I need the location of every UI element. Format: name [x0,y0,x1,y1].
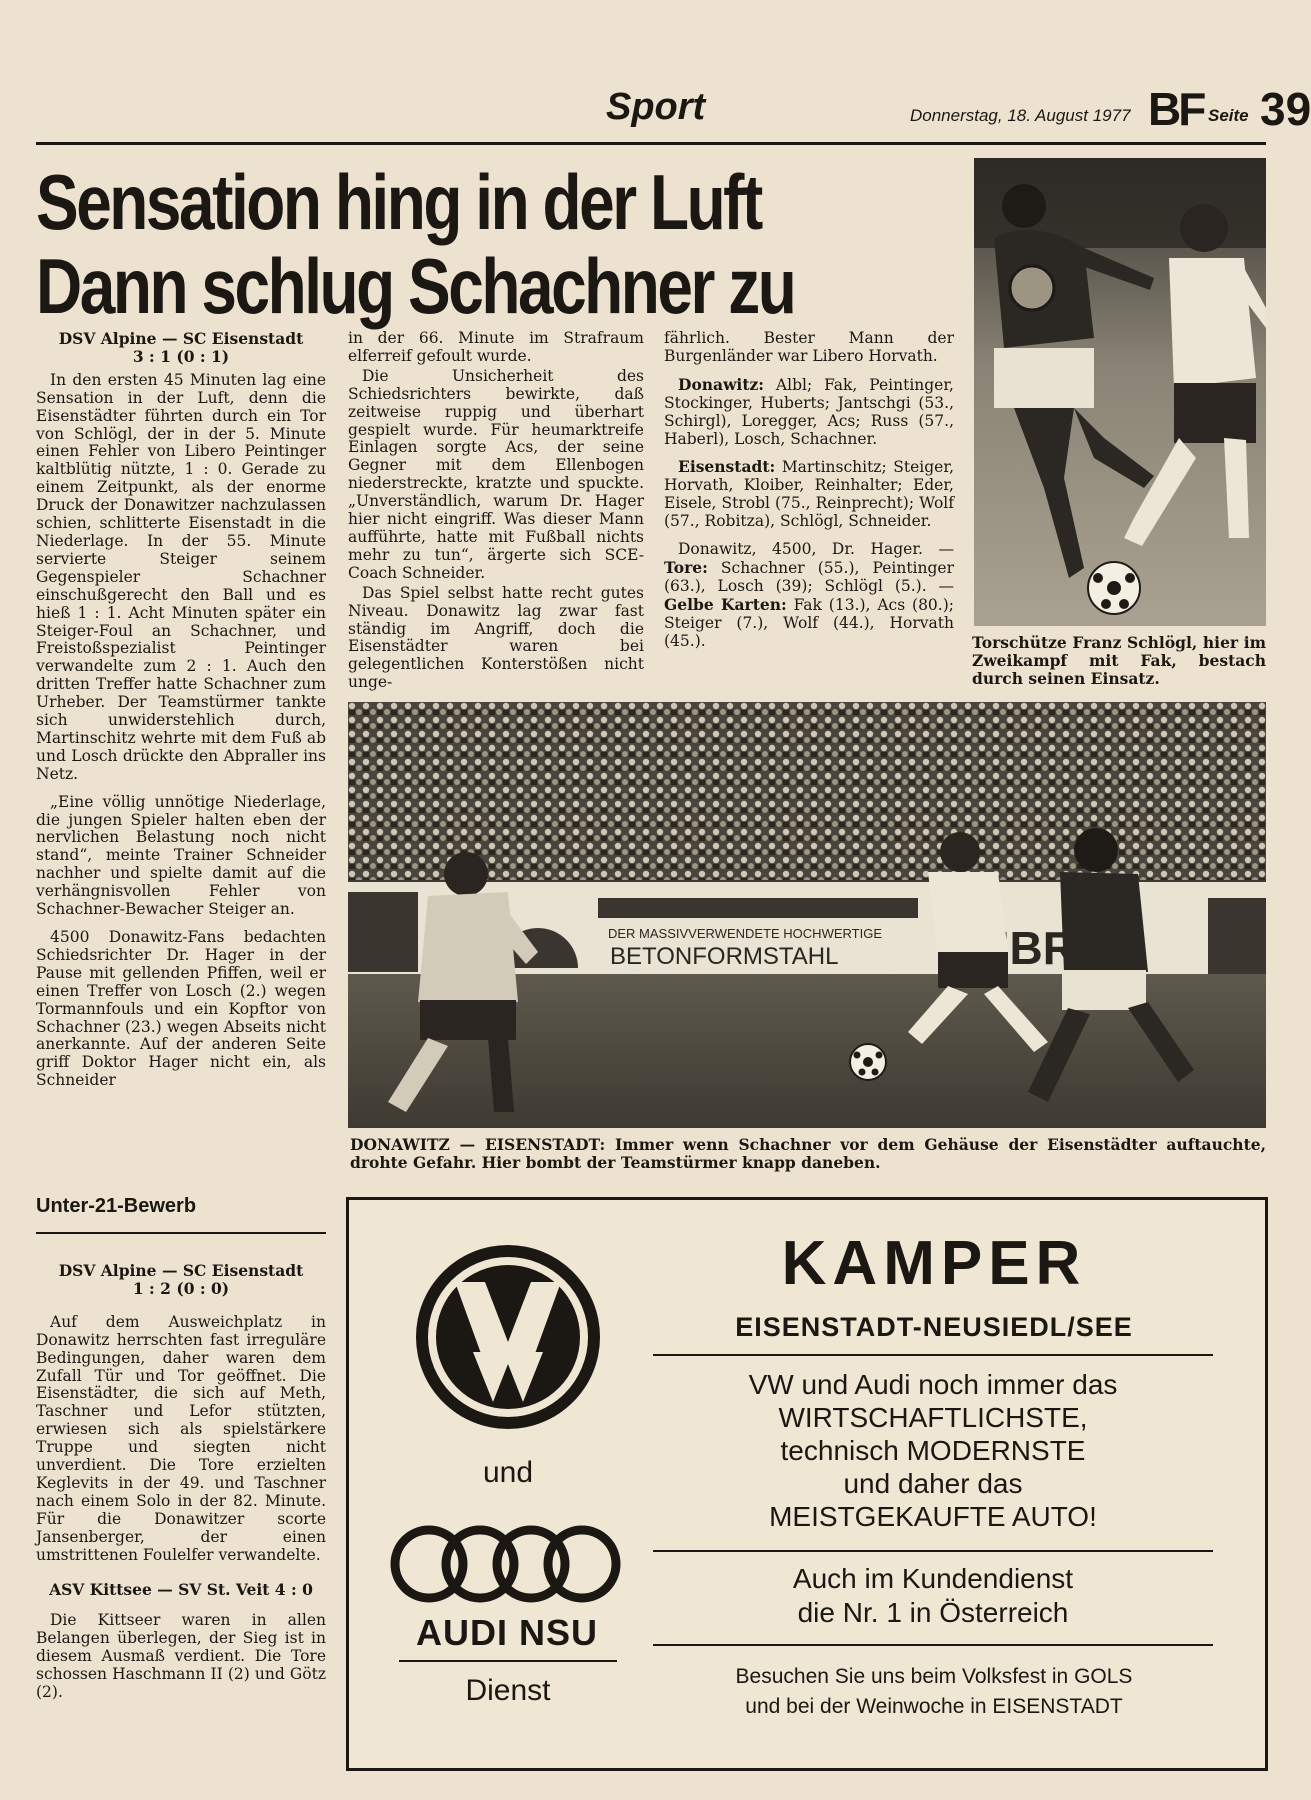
sidebar-rule [36,1232,326,1234]
article-paragraph: 4500 Donawitz-Fans bedachten Schiedsrichter Dr. Hager in der Pause mit gellenden Pfiffen, weil er einen Treffer von Losch (2.) wegen Tormannfouls und ein Kopftor von Schachner (23.) wegen Abseits nicht anerkannte. Auf der anderen Seite griff Doktor Hager nicht ein, als Schneider [36,928,326,1090]
match-score: 1 : 2 (0 : 0) [132,1278,230,1298]
ad-brand-rule [399,1660,617,1662]
article-paragraph: Die Unsicherheit des Schiedsrichters bewirkte, daß zeitweise ruppig und überhart gespielt wurde. Für heumarktreife Einlagen sorgte Acs, der seine Gegner mit dem Ellenbogen niederstreckte, kratzte und spuckte. „Unverständlich, warum Dr. Hager hier nicht eingriff. Was dieser Mann aufführte, hatte mit Fußball nichts mehr zu tun“, ärgerte sich SCE-Coach Schneider. [348,366,644,582]
article-column-3 [664,330,954,653]
sidebar-column [36,1262,326,1704]
lineup-label: Eisenstadt: [678,457,776,477]
audi-rings-icon [389,1522,625,1606]
headline-line-2: Dann schlug Schachner zu [36,242,795,330]
headline [36,160,807,328]
caption-text: Immer wenn Schachner vor dem Gehäuse der Eisenstädter auftauchte, drohte Gefahr. Hier bombt der Teamstürmer knapp daneben. [350,1135,1266,1172]
section-title: Sport [606,86,706,128]
article-paragraph: Das Spiel selbst hatte recht gutes Niveau. Donawitz lag zwar fast ständig im Angriff, doch die Eisenstädter waren bei gelegentlichen Konterstößen nicht unge- [348,583,644,692]
lineup-donawitz: Donawitz: Albl; Fak, Peintinger, Stockinger, Huberts; Jantschgi (53., Schirgl), Loregger, Acs; Russ (57., Haberl), Losch, Schachner. [664,374,954,448]
article-column-2 [348,330,644,694]
match-facts: Donawitz, 4500, Dr. Hager. — Tore: Schachner (55.), Peintinger (63.), Losch (39); Schlögl (5.). — Gelbe Karten: Fak (13.), Acs (80.); Steiger (7.), Wolf (44.), Horvath (45.). [664,540,954,650]
article-column-1 [36,330,326,1092]
kamper-advertisement [346,1197,1268,1771]
ad-dienst: Dienst [465,1674,551,1707]
ad-location: EISENSTADT-NEUSIEDL/SEE [735,1312,1133,1342]
match-title: ASV Kittsee — SV St. Veit 4 : 0 [49,1579,313,1599]
page-number: 39 [1260,83,1311,135]
vw-logo-icon [413,1242,603,1432]
lineup-label: Donawitz: [678,374,765,394]
newspaper-logo: BF [1148,83,1204,135]
ad-company: KAMPER [781,1229,1087,1298]
ad-visit: Besuchen Sie uns beim Volksfest in GOLS und bei der Weinwoche in EISENSTADT [735,1665,1133,1718]
ad-claim: VW und Audi noch immer das WIRTSCHAFTLICHSTE, technisch MODERNSTE und daher das MEISTGEKAUFTE AUTO! [748,1369,1118,1532]
article-paragraph: in der 66. Minute im Strafraum elferreif gefoult wurde. [348,329,644,365]
lineup-eisenstadt: Eisenstadt: Martinschitz; Steiger, Horvath, Kloiber, Reinhalter; Eder, Eisele, Strobl (75., Reinprecht); Wolf (57., Robitza), Schlögl, Schneider. [664,457,954,531]
issue-date: Donnerstag, 18. August 1977 [910,106,1131,125]
billboard-text-2: BETONFORMSTAHL [610,943,839,970]
ad-service: Auch im Kundendienst die Nr. 1 in Österreich [792,1563,1074,1628]
sidebar-heading: Unter-21-Bewerb [36,1195,197,1217]
ad-audi-brand: AUDI NSU [415,1612,598,1653]
player-photo-illustration [974,158,1266,626]
ad-rule-3 [653,1644,1213,1646]
article-paragraph: In den ersten 45 Minuten lag eine Sensation in der Luft, denn die Eisenstädter führten durch ein Tor von Schlögl, der in der 5. Minute einen Fehler von Libero Peintinger kaltblütig nützte, 1 : 0. Gerade zu einem Zeitpunkt, als der enorme Druck der Donawitzer nachzulassen schien, schlitterte Eisenstadt in die Niederlage. In der 55. Minute servierte Steiger seinem Gegenspieler Schachner einschußgerecht den Ball und es hieß 1 : 1. Acht Minuten später ein Steiger-Foul an Schachner, und Freistoßspezialist Peintinger verwandelte zum 2 : 1. Auch den dritten Treffer hatte Schachner zum Urheber. Der Teamstürmer tankte sich unwiderstehlich durch, Martinschitz wehrte mit dem Fuß ab und Losch drückte den Abpraller ins Netz. [36,370,326,783]
ad-und: und [482,1456,534,1489]
billboard-text-1: DER MASSIVVERWENDETE HOCHWERTIGE [608,926,882,941]
photo-schloegl-fak [974,158,1266,626]
ad-rule-1 [653,1354,1213,1356]
article-paragraph: Auf dem Ausweichplatz in Donawitz herrschten fast irreguläre Bedingungen, daher waren dem Zufall Tür und Tor geöffnet. Die Eisenstädter, die sich auf Meth, Taschner und Lefor stützten, erwiesen sich als spielstärkere Truppe und siegten nicht unverdient. Die Tore erzielten Keglevits in der 49. und Taschner nach einem Solo in der 82. Minute. Für die Donawitzer scorte Jansenberger, der einen umstrittenen Foulelfer verwandelte. [36,1312,326,1564]
page-header [36,82,1311,145]
photo-stadium-action [348,702,1266,1128]
headline-line-1: Sensation hing in der Luft [36,158,761,246]
match-title: DSV Alpine — SC Eisenstadt [58,1261,304,1280]
ad-rule-2 [653,1550,1213,1552]
match-score: 3 : 1 (0 : 1) [132,346,230,366]
article-paragraph: „Eine völlig unnötige Niederlage, die jungen Spieler halten eben der nervlichen Belastung noch nicht stand“, meinte Trainer Schneider nachher und spielte damit auf die verhängnisvollen Fehler von Schachner-Bewacher Steiger an. [36,792,326,919]
photo-main-caption [350,1136,1266,1172]
page-label: Seite [1208,106,1249,125]
article-paragraph: fährlich. Bester Mann der Burgenländer war Libero Horvath. [664,329,954,365]
caption-label: DONAWITZ — EISENSTADT: [350,1135,606,1154]
match-title: DSV Alpine — SC Eisenstadt [58,329,304,348]
article-paragraph: Die Kittseer waren in allen Belangen überlegen, der Sieg ist in diesem Ausmaß verdient. Die Tore schossen Haschmann II (2) und Götz (2). [36,1611,326,1702]
stadium-photo-illustration [348,702,1266,1128]
photo-top-caption: Torschütze Franz Schlögl, hier im Zweikampf mit Fak, bestach durch seinen Einsatz. [972,633,1266,688]
